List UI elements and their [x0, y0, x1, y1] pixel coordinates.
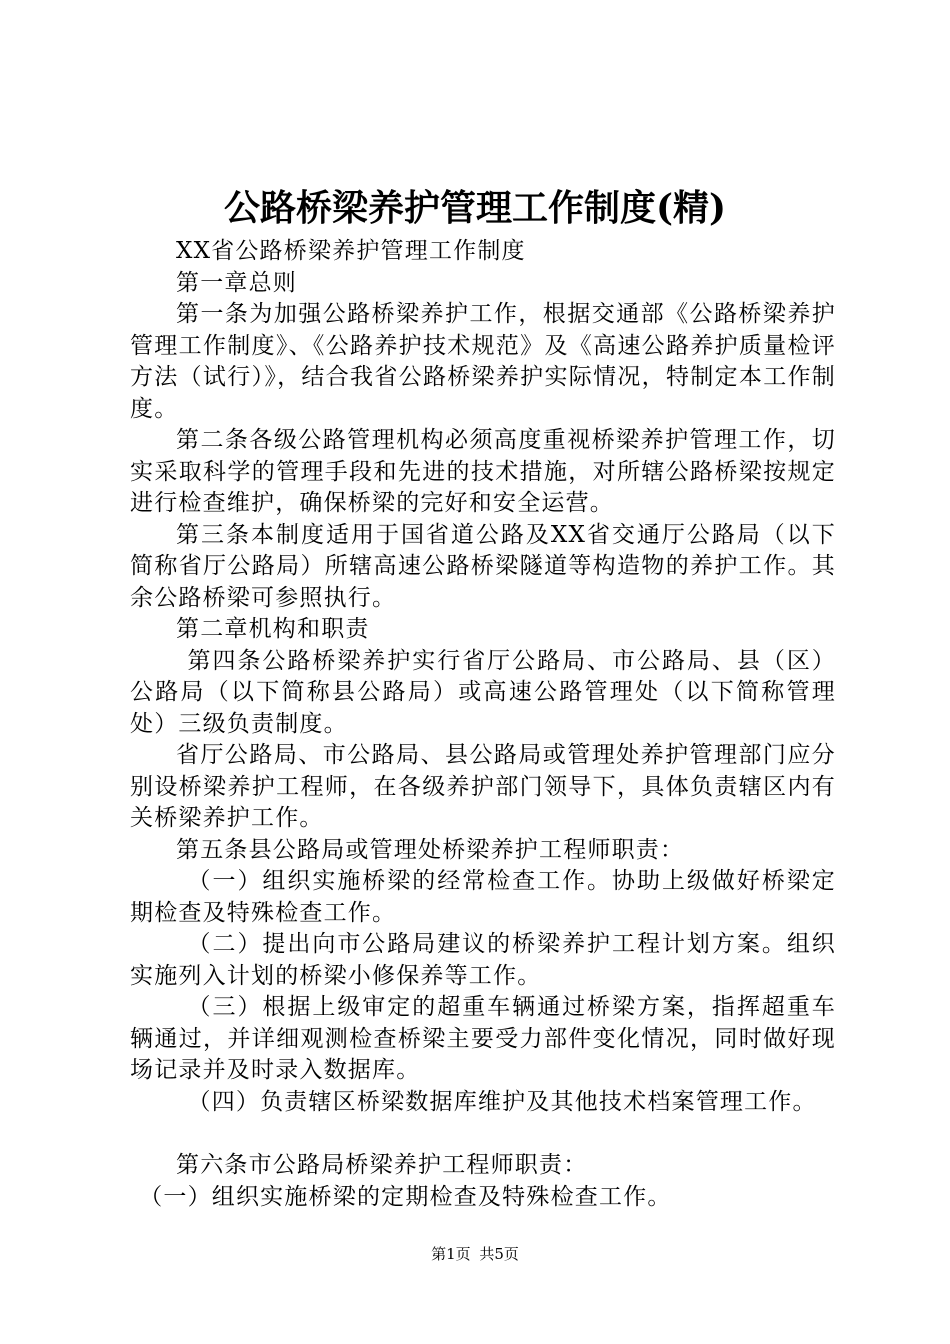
- document-body: [130, 236, 836, 1213]
- page-total: 共5页: [479, 1245, 519, 1263]
- list-item: （三）根据上级审定的超重车辆通过桥梁方案，指挥超重车辆通过，并详细观测检查桥梁主要受力部件变化情况，同时做好现场记录并及时录入数据库。: [130, 994, 836, 1083]
- page-footer: [0, 1243, 950, 1264]
- article-paragraph: 第二条各级公路管理机构必须高度重视桥梁养护管理工作，切实采取科学的管理手段和先进的技术措施，对所辖公路桥梁按规定进行检查维护，确保桥梁的完好和安全运营。: [130, 427, 836, 516]
- article-paragraph: 第一条为加强公路桥梁养护工作，根据交通部《公路桥梁养护管理工作制度》、《公路养护技术规范》及《高速公路养护质量检评方法（试行）》，结合我省公路桥梁养护实际情况，特制定本工作制度。: [130, 301, 836, 422]
- list-item: （一）组织实施桥梁的经常检查工作。协助上级做好桥梁定期检查及特殊检查工作。: [130, 868, 836, 926]
- page-number: 第1页: [431, 1245, 471, 1263]
- article-paragraph: 第五条县公路局或管理处桥梁养护工程师职责：: [176, 836, 685, 863]
- article-paragraph: 省厅公路局、市公路局、县公路局或管理处养护管理部门应分别设桥梁养护工程师，在各级养护部门领导下，具体负责辖区内有关桥梁养护工作。: [130, 742, 836, 831]
- paragraph-subtitle: XX省公路桥梁养护管理工作制度: [176, 238, 526, 264]
- article-paragraph: 第四条公路桥梁养护实行省厅公路局、市公路局、县（区）公路局（以下简称县公路局）或高速公路管理处（以下简称管理处）三级负责制度。: [130, 647, 836, 737]
- list-item: （四）负责辖区桥梁数据库维护及其他技术档案管理工作。: [187, 1088, 817, 1115]
- list-item: （一）组织实施桥梁的定期检查及特殊检查工作。: [139, 1183, 672, 1210]
- article-paragraph: 第六条市公路局桥梁养护工程师职责：: [176, 1152, 588, 1178]
- document-title: 公路桥梁养护管理工作制度(精): [223, 187, 727, 229]
- chapter-heading: 第一章总则: [176, 269, 297, 296]
- chapter-heading: 第二章机构和职责: [176, 616, 370, 642]
- list-item: （二）提出向市公路局建议的桥梁养护工程计划方案。组织实施列入计划的桥梁小修保养等工作。: [130, 931, 836, 989]
- article-paragraph: 第三条本制度适用于国省道公路及XX省交通厅公路局（以下简称省厅公路局）所辖高速公路桥梁隧道等构造物的养护工作。其余公路桥梁可参照执行。: [130, 521, 836, 611]
- paragraph-gap: [130, 1118, 836, 1150]
